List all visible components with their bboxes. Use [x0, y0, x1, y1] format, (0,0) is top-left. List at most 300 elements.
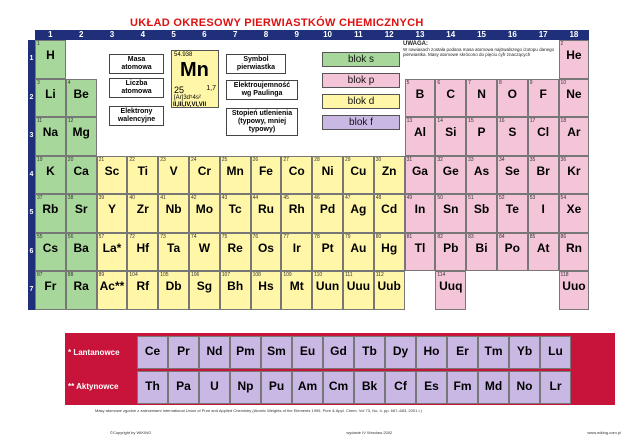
- atomic-number: 87: [37, 272, 43, 278]
- element-cell[interactable]: [251, 271, 282, 310]
- element-cell[interactable]: [220, 271, 251, 310]
- element-cell[interactable]: [435, 156, 466, 195]
- group-number: 13: [405, 30, 436, 40]
- legend-valence-electrons: Elektrony walencyjne: [109, 106, 164, 126]
- element-cell[interactable]: [343, 233, 374, 272]
- atomic-number: 86: [560, 233, 567, 240]
- element-cell[interactable]: [168, 336, 199, 369]
- element-cell[interactable]: [168, 371, 199, 404]
- element-cell[interactable]: [435, 271, 466, 310]
- atomic-number: 109: [283, 272, 292, 278]
- element-symbol: Rf: [136, 279, 150, 293]
- atomic-number: 75: [221, 233, 228, 240]
- atomic-number: 20: [67, 156, 74, 163]
- block-p-label: blok p: [322, 73, 400, 88]
- atomic-number: 28: [314, 156, 320, 163]
- element-symbol: Fm: [453, 379, 472, 393]
- element-cell[interactable]: [540, 371, 571, 404]
- element-symbol: Xe: [566, 202, 582, 216]
- element-symbol: Zn: [381, 163, 397, 178]
- element-symbol: Dy: [392, 344, 409, 358]
- element-symbol: Si: [445, 125, 457, 139]
- atomic-number: 89: [98, 272, 105, 278]
- element-cell[interactable]: [66, 117, 97, 156]
- element-symbol: S: [508, 125, 517, 139]
- element-cell[interactable]: [354, 371, 385, 404]
- atomic-number: 44: [252, 195, 259, 201]
- atomic-number: 33: [468, 156, 474, 163]
- atomic-number: 73: [160, 233, 166, 240]
- website-link[interactable]: www.wiking.com.pl: [587, 430, 621, 435]
- atomic-number: 15: [468, 118, 474, 124]
- element-symbol: Cr: [197, 163, 212, 178]
- element-symbol: Ne: [566, 86, 582, 101]
- element-cell[interactable]: [281, 233, 312, 272]
- atomic-number: 79: [344, 233, 351, 240]
- element-cell[interactable]: [497, 194, 528, 233]
- element-symbol: Th: [145, 379, 160, 393]
- element-symbol: Zr: [136, 202, 149, 216]
- atomic-number: 26: [252, 156, 259, 163]
- element-symbol: Li: [45, 86, 56, 101]
- element-cell[interactable]: [251, 233, 282, 272]
- element-symbol: Cf: [394, 379, 407, 393]
- element-cell[interactable]: [281, 156, 312, 195]
- element-symbol: Nb: [165, 202, 182, 216]
- element-symbol: Pb: [443, 240, 459, 255]
- element-cell[interactable]: [127, 194, 158, 233]
- note-text: W nawiasach została podana masa atomowa najtrwalszego izotopu danego pierwiastka. Masy atomowe skrócono do pięciu cyfr znaczących: [403, 47, 555, 57]
- element-cell[interactable]: [66, 271, 97, 310]
- element-cell[interactable]: [230, 371, 261, 404]
- legend-oxidation: Stopień utlenienia (typowy, mniej typowy): [226, 108, 298, 136]
- element-cell[interactable]: [559, 79, 590, 118]
- element-symbol: Yb: [516, 344, 533, 358]
- element-cell[interactable]: [189, 156, 220, 195]
- element-cell[interactable]: [374, 194, 405, 233]
- element-symbol: Au: [350, 240, 367, 255]
- element-cell[interactable]: [261, 371, 292, 404]
- element-cell[interactable]: [435, 233, 466, 272]
- element-symbol: Pm: [236, 344, 255, 358]
- legend-sample-ox: II,III,IV,VI,VII: [173, 102, 207, 108]
- atomic-number: 6: [437, 79, 441, 86]
- legend-symbol: Symbol pierwiastka: [226, 54, 286, 74]
- element-symbol: Br: [536, 163, 550, 178]
- atomic-number: 12: [67, 118, 74, 124]
- element-symbol: Be: [73, 86, 89, 101]
- atomic-number: 9: [529, 79, 533, 86]
- element-symbol: Se: [505, 163, 520, 178]
- element-symbol: W: [198, 240, 211, 255]
- element-symbol: B: [415, 86, 425, 101]
- atomic-number: 114: [437, 272, 446, 278]
- element-cell[interactable]: [158, 233, 189, 272]
- element-cell[interactable]: [35, 79, 66, 118]
- element-cell[interactable]: [281, 271, 312, 310]
- atomic-number: 111: [344, 272, 353, 278]
- period-number: 1: [28, 40, 35, 79]
- atomic-number: 50: [437, 195, 443, 201]
- atomic-number: 104: [129, 272, 138, 278]
- element-symbol: Pa: [176, 379, 191, 393]
- element-symbol: Uun: [315, 279, 340, 293]
- atomic-number: 17: [529, 118, 536, 124]
- element-cell[interactable]: [559, 233, 590, 272]
- atomic-number: 2: [560, 41, 564, 47]
- element-cell[interactable]: [466, 233, 497, 272]
- element-cell[interactable]: [416, 371, 447, 404]
- group-number: 3: [97, 30, 128, 40]
- element-symbol: Fr: [44, 279, 57, 293]
- element-cell[interactable]: [292, 371, 323, 404]
- legend-sample-z: 25: [174, 85, 185, 95]
- element-cell[interactable]: [559, 40, 590, 79]
- group-number: 15: [466, 30, 497, 40]
- lanthanides-row: [137, 336, 602, 369]
- element-symbol: Mn: [226, 163, 244, 178]
- element-symbol: Sb: [473, 202, 490, 216]
- element-cell[interactable]: [559, 194, 590, 233]
- element-cell[interactable]: [466, 156, 497, 195]
- element-cell[interactable]: [97, 271, 128, 310]
- element-cell[interactable]: [528, 233, 559, 272]
- element-cell[interactable]: [158, 194, 189, 233]
- atomic-number: 10: [560, 79, 567, 86]
- atomic-number: 77: [283, 233, 289, 240]
- period-number: 3: [28, 117, 35, 156]
- element-symbol: Ni: [321, 163, 334, 178]
- element-cell[interactable]: [559, 271, 590, 310]
- atomic-number: 32: [437, 156, 443, 163]
- element-cell[interactable]: [435, 79, 466, 118]
- element-cell[interactable]: [343, 271, 374, 310]
- element-symbol: V: [169, 163, 178, 178]
- element-symbol: Sg: [196, 279, 213, 293]
- element-symbol: Rh: [288, 202, 305, 216]
- atomic-number: 112: [375, 272, 384, 278]
- atomic-number: 40: [129, 195, 135, 201]
- element-symbol: O: [507, 86, 518, 101]
- element-symbol: Er: [456, 344, 469, 358]
- element-symbol: Kr: [567, 163, 581, 178]
- legend-sample-cell: [171, 50, 219, 108]
- element-cell[interactable]: [312, 194, 343, 233]
- group-number: 10: [312, 30, 343, 40]
- element-cell[interactable]: [528, 156, 559, 195]
- atomic-number: 29: [344, 156, 351, 163]
- element-cell[interactable]: [323, 336, 354, 369]
- group-number: 16: [497, 30, 528, 40]
- legend-sample-symbol: Mn: [180, 59, 209, 81]
- element-symbol: Te: [505, 202, 519, 216]
- period-number: 5: [28, 194, 35, 233]
- legend-sample-mass: 54.938: [174, 52, 193, 58]
- element-cell[interactable]: [435, 117, 466, 156]
- element-cell[interactable]: [447, 371, 478, 404]
- element-cell[interactable]: [158, 156, 189, 195]
- element-cell[interactable]: [35, 156, 66, 195]
- element-symbol: Sn: [443, 202, 459, 216]
- atomic-number: 41: [160, 195, 166, 201]
- element-symbol: At: [536, 240, 550, 255]
- atomic-number: 35: [529, 156, 536, 163]
- element-cell[interactable]: [199, 371, 230, 404]
- atomic-number: 78: [314, 233, 320, 240]
- atomic-number: 52: [498, 195, 505, 201]
- legend-electronegativity: Elektroujemność wg Paulinga: [226, 80, 298, 100]
- element-cell[interactable]: [374, 271, 405, 310]
- lanthanides-label: * Lantanowce: [68, 348, 120, 357]
- element-symbol: Ca: [73, 163, 89, 178]
- element-cell[interactable]: [540, 336, 571, 369]
- element-cell[interactable]: [312, 233, 343, 272]
- element-symbol: N: [477, 86, 486, 101]
- actinides-row: [137, 371, 602, 404]
- atomic-number: 48: [375, 195, 382, 201]
- atomic-number: 8: [498, 79, 502, 86]
- element-symbol: Tc: [228, 202, 242, 216]
- element-symbol: Cl: [537, 125, 550, 139]
- element-symbol: Uuo: [562, 279, 586, 293]
- element-cell[interactable]: [509, 336, 540, 369]
- atomic-number: 49: [406, 195, 413, 201]
- element-symbol: Cu: [350, 163, 367, 178]
- element-cell[interactable]: [230, 336, 261, 369]
- element-cell[interactable]: [66, 156, 97, 195]
- element-symbol: Pd: [319, 202, 336, 216]
- element-cell[interactable]: [220, 233, 251, 272]
- group-number: 2: [66, 30, 97, 40]
- element-cell[interactable]: [497, 233, 528, 272]
- legend-sample-conf: [Ar]3d⁵4s²: [174, 95, 201, 101]
- note: [403, 41, 563, 57]
- atomic-number: 84: [498, 233, 505, 240]
- element-cell[interactable]: [405, 233, 436, 272]
- element-symbol: Np: [237, 379, 254, 393]
- atomic-number: 108: [252, 272, 261, 278]
- element-cell[interactable]: [528, 117, 559, 156]
- element-cell[interactable]: [35, 194, 66, 233]
- atomic-number: 5: [406, 79, 410, 86]
- element-cell[interactable]: [374, 156, 405, 195]
- element-cell[interactable]: [405, 194, 436, 233]
- element-symbol: Pr: [177, 344, 190, 358]
- element-cell[interactable]: [528, 194, 559, 233]
- element-cell[interactable]: [385, 336, 416, 369]
- element-cell[interactable]: [292, 336, 323, 369]
- element-symbol: Tb: [362, 344, 377, 358]
- element-symbol: Tl: [414, 240, 426, 255]
- element-cell[interactable]: [189, 194, 220, 233]
- element-symbol: Ir: [292, 240, 301, 255]
- bottom-bar: [110, 430, 621, 435]
- element-cell[interactable]: [343, 156, 374, 195]
- element-cell[interactable]: [220, 194, 251, 233]
- element-cell[interactable]: [97, 194, 128, 233]
- element-symbol: Ag: [350, 202, 367, 216]
- group-number: 1: [35, 30, 66, 40]
- element-cell[interactable]: [127, 233, 158, 272]
- element-symbol: Os: [257, 240, 274, 255]
- atomic-number: 110: [314, 272, 323, 278]
- element-symbol: Y: [107, 202, 116, 216]
- element-cell[interactable]: [312, 156, 343, 195]
- element-cell[interactable]: [528, 79, 559, 118]
- element-cell[interactable]: [261, 336, 292, 369]
- element-cell[interactable]: [199, 336, 230, 369]
- atomic-number: 11: [37, 118, 43, 124]
- element-cell[interactable]: [466, 79, 497, 118]
- group-number: 14: [435, 30, 466, 40]
- element-symbol: K: [46, 163, 55, 178]
- element-cell[interactable]: [137, 336, 168, 369]
- element-symbol: He: [566, 48, 582, 62]
- block-d-label: blok d: [322, 94, 400, 109]
- group-number: 6: [189, 30, 220, 40]
- element-cell[interactable]: [66, 79, 97, 118]
- element-cell[interactable]: [66, 233, 97, 272]
- element-cell[interactable]: [559, 156, 590, 195]
- element-symbol: Hf: [136, 240, 150, 255]
- element-cell[interactable]: [447, 336, 478, 369]
- element-symbol: Es: [424, 379, 439, 393]
- element-symbol: Po: [504, 240, 521, 255]
- element-cell[interactable]: [405, 156, 436, 195]
- element-cell[interactable]: [497, 117, 528, 156]
- element-cell[interactable]: [35, 271, 66, 310]
- atomic-number: 56: [67, 233, 74, 240]
- element-cell[interactable]: [374, 233, 405, 272]
- element-cell[interactable]: [312, 271, 343, 310]
- element-symbol: C: [446, 86, 456, 101]
- atomic-number: 74: [190, 233, 197, 240]
- element-cell[interactable]: [509, 371, 540, 404]
- atomic-number: 72: [129, 233, 135, 240]
- element-symbol: As: [473, 163, 490, 178]
- element-cell[interactable]: [35, 233, 66, 272]
- atomic-number: 105: [160, 272, 169, 278]
- element-cell[interactable]: [405, 79, 436, 118]
- element-cell[interactable]: [66, 194, 97, 233]
- group-number: 18: [559, 30, 590, 40]
- atomic-number: 54: [560, 195, 567, 201]
- element-symbol: F: [539, 86, 547, 101]
- element-cell[interactable]: [497, 79, 528, 118]
- element-cell[interactable]: [405, 117, 436, 156]
- element-symbol: Eu: [299, 344, 316, 358]
- element-symbol: P: [477, 125, 486, 139]
- element-symbol: Rn: [565, 240, 582, 255]
- group-header-row: [35, 30, 631, 40]
- element-cell[interactable]: [35, 117, 66, 156]
- atomic-number: 13: [406, 118, 413, 124]
- copyright: ©Copyright by WIKING: [110, 430, 152, 435]
- element-cell[interactable]: [251, 194, 282, 233]
- element-cell[interactable]: [189, 233, 220, 272]
- element-cell[interactable]: [137, 371, 168, 404]
- element-symbol: Ba: [73, 240, 89, 255]
- atomic-number: 18: [560, 118, 567, 124]
- element-cell[interactable]: [478, 336, 509, 369]
- element-cell[interactable]: [35, 40, 66, 79]
- element-symbol: Ar: [567, 125, 581, 139]
- block-f-label: blok f: [322, 115, 400, 130]
- note-title: UWAGA:: [403, 41, 428, 47]
- element-cell[interactable]: [435, 194, 466, 233]
- atomic-number: 30: [375, 156, 382, 163]
- page-title: UKŁAD OKRESOWY PIERWIASTKÓW CHEMICZNYCH: [130, 17, 424, 29]
- element-symbol: Pt: [321, 240, 334, 255]
- element-symbol: Ge: [442, 163, 459, 178]
- atomic-number: 24: [190, 156, 197, 163]
- element-cell[interactable]: [97, 156, 128, 195]
- period-number: 2: [28, 79, 35, 118]
- element-cell[interactable]: [343, 194, 374, 233]
- element-cell[interactable]: [127, 156, 158, 195]
- element-symbol: Uuu: [346, 279, 371, 293]
- element-cell[interactable]: [97, 233, 128, 272]
- atomic-number: 82: [437, 233, 443, 240]
- element-cell[interactable]: [220, 156, 251, 195]
- element-cell[interactable]: [497, 156, 528, 195]
- atomic-number: 22: [129, 156, 135, 163]
- element-cell[interactable]: [466, 194, 497, 233]
- atomic-number: 39: [98, 195, 105, 201]
- period-number: 6: [28, 233, 35, 272]
- element-symbol: Nd: [206, 344, 223, 358]
- element-symbol: Ra: [73, 279, 89, 293]
- element-cell[interactable]: [466, 117, 497, 156]
- element-cell[interactable]: [323, 371, 354, 404]
- legend-sample-en: 1,7: [206, 85, 216, 92]
- element-cell[interactable]: [354, 336, 385, 369]
- element-symbol: Ta: [167, 240, 181, 255]
- atomic-number: 23: [160, 156, 166, 163]
- element-cell[interactable]: [559, 117, 590, 156]
- footer-note: Masy atomowe zgodne z zaleceniami International Union of Pure and Applied Chemistry (Atomic Weights of the Elements 1999, Pure & Appl. Chem. Vol 73, No. 4, pp. 667–683, 2001 r.): [95, 408, 422, 413]
- atomic-number: 51: [468, 195, 474, 201]
- element-cell[interactable]: [189, 271, 220, 310]
- atomic-number: 3: [37, 79, 40, 86]
- element-symbol: No: [516, 379, 533, 393]
- block-legend: [322, 52, 400, 136]
- element-symbol: In: [414, 202, 426, 216]
- element-cell[interactable]: [158, 271, 189, 310]
- element-symbol: Gd: [330, 344, 347, 358]
- element-cell[interactable]: [127, 271, 158, 310]
- atomic-number: 106: [190, 272, 200, 278]
- element-cell[interactable]: [478, 371, 509, 404]
- atomic-number: 37: [37, 195, 43, 201]
- element-symbol: Re: [227, 240, 243, 255]
- element-symbol: Db: [165, 279, 182, 293]
- element-cell[interactable]: [281, 194, 312, 233]
- atomic-number: 88: [67, 272, 74, 278]
- element-cell[interactable]: [416, 336, 447, 369]
- element-symbol: Mg: [72, 125, 90, 139]
- element-symbol: Lu: [548, 344, 563, 358]
- block-s-label: blok s: [322, 52, 400, 67]
- atomic-number: 83: [468, 233, 474, 240]
- atomic-number: 47: [344, 195, 351, 201]
- group-number: 8: [251, 30, 282, 40]
- element-symbol: H: [46, 48, 55, 62]
- element-symbol: Hs: [258, 279, 274, 293]
- element-cell[interactable]: [251, 156, 282, 195]
- group-number: 17: [528, 30, 559, 40]
- element-cell[interactable]: [385, 371, 416, 404]
